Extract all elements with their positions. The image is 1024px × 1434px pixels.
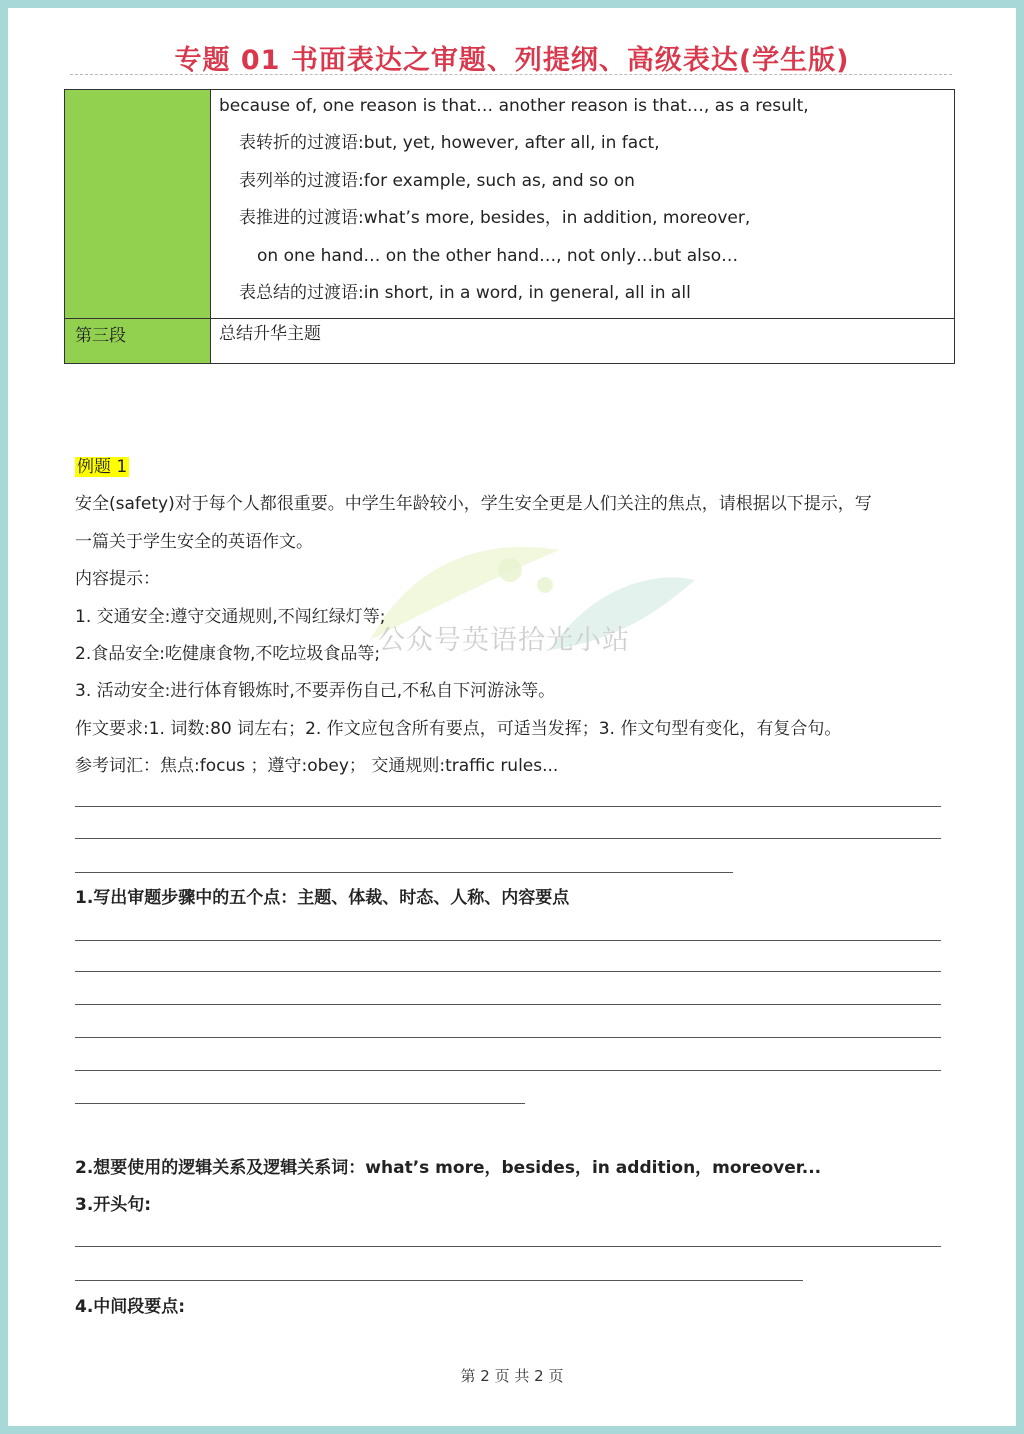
vocab-text: 参考词汇：焦点:focus ；遵守:obey； 交通规则:traffic rules... — [75, 756, 559, 777]
answer-line — [75, 1004, 941, 1005]
example-tag: 例题 1 — [77, 457, 128, 477]
page-number: 第 2 页 共 2 页 — [460, 1367, 564, 1385]
title-divider — [70, 74, 952, 75]
hint-item: 3. 活动安全:进行体育锻炼时,不要弄伤自己,不私自下河游泳等。 — [75, 681, 556, 702]
requirements-text: 作文要求:1. 词数:80 词左右；2. 作文应包含所有要点，可适当发挥；3. 作文句型有变化，有复合句。 — [75, 718, 842, 739]
hint-item: 1. 交通安全:遵守交通规则,不闯红绿灯等; — [75, 606, 386, 627]
question-4: 4.中间段要点: — [75, 1297, 186, 1317]
transition-line: 表转折的过渡语:but, yet, however, after all, in fact, — [239, 133, 660, 154]
transition-words-cell — [211, 90, 955, 319]
transition-line: 表推进的过渡语:what’s more, besides，in addition, moreover, — [239, 208, 751, 229]
table-row — [65, 319, 955, 364]
row-content-cell — [211, 319, 955, 364]
answer-line — [75, 872, 733, 873]
answer-line — [75, 971, 941, 972]
answer-line — [75, 1037, 941, 1038]
answer-line — [75, 1280, 803, 1281]
table-row — [65, 90, 955, 319]
question-1: 1.写出审题步骤中的五个点：主题、体裁、时态、人称、内容要点 — [75, 888, 570, 908]
transition-line: because of, one reason is that… another reason is that…, as a result, — [219, 96, 809, 116]
answer-line — [75, 1070, 941, 1071]
answer-line — [75, 806, 941, 807]
row-label-cell: 第三段 — [65, 319, 211, 364]
answer-line — [75, 838, 941, 839]
answer-line — [75, 1103, 525, 1104]
row-label-cell — [65, 90, 211, 319]
example-section — [75, 449, 955, 786]
transition-line: on one hand… on the other hand…, not only…but also… — [257, 245, 739, 266]
page-title: 专题 01 书面表达之审题、列提纲、高级表达(学生版) — [174, 45, 850, 76]
hint-item: 2.食品安全:吃健康食物,不吃垃圾食品等; — [75, 644, 381, 665]
row-content-text: 总结升华主题 — [219, 324, 321, 345]
transition-line: 表总结的过渡语:in short, in a word, in general, all in all — [239, 282, 691, 303]
hints-label: 内容提示： — [75, 569, 160, 590]
question-3: 3.开头句: — [75, 1195, 152, 1215]
answer-line — [75, 1246, 941, 1247]
watermark-text: 公众号英语拾光小站 — [378, 625, 630, 656]
answer-line — [75, 940, 941, 941]
prompt-text: 一篇关于学生安全的英语作文。 — [75, 531, 313, 552]
transition-line: 表列举的过渡语:for example, such as, and so on — [239, 170, 635, 191]
outline-table — [64, 89, 955, 364]
prompt-text: 安全(safety)对于每个人都很重要。中学生年龄较小，学生安全更是人们关注的焦点，请根据以下提示，写 — [75, 494, 872, 515]
question-2: 2.想要使用的逻辑关系及逻辑关系词：what’s more，besides，in addition，moreover... — [75, 1158, 822, 1178]
